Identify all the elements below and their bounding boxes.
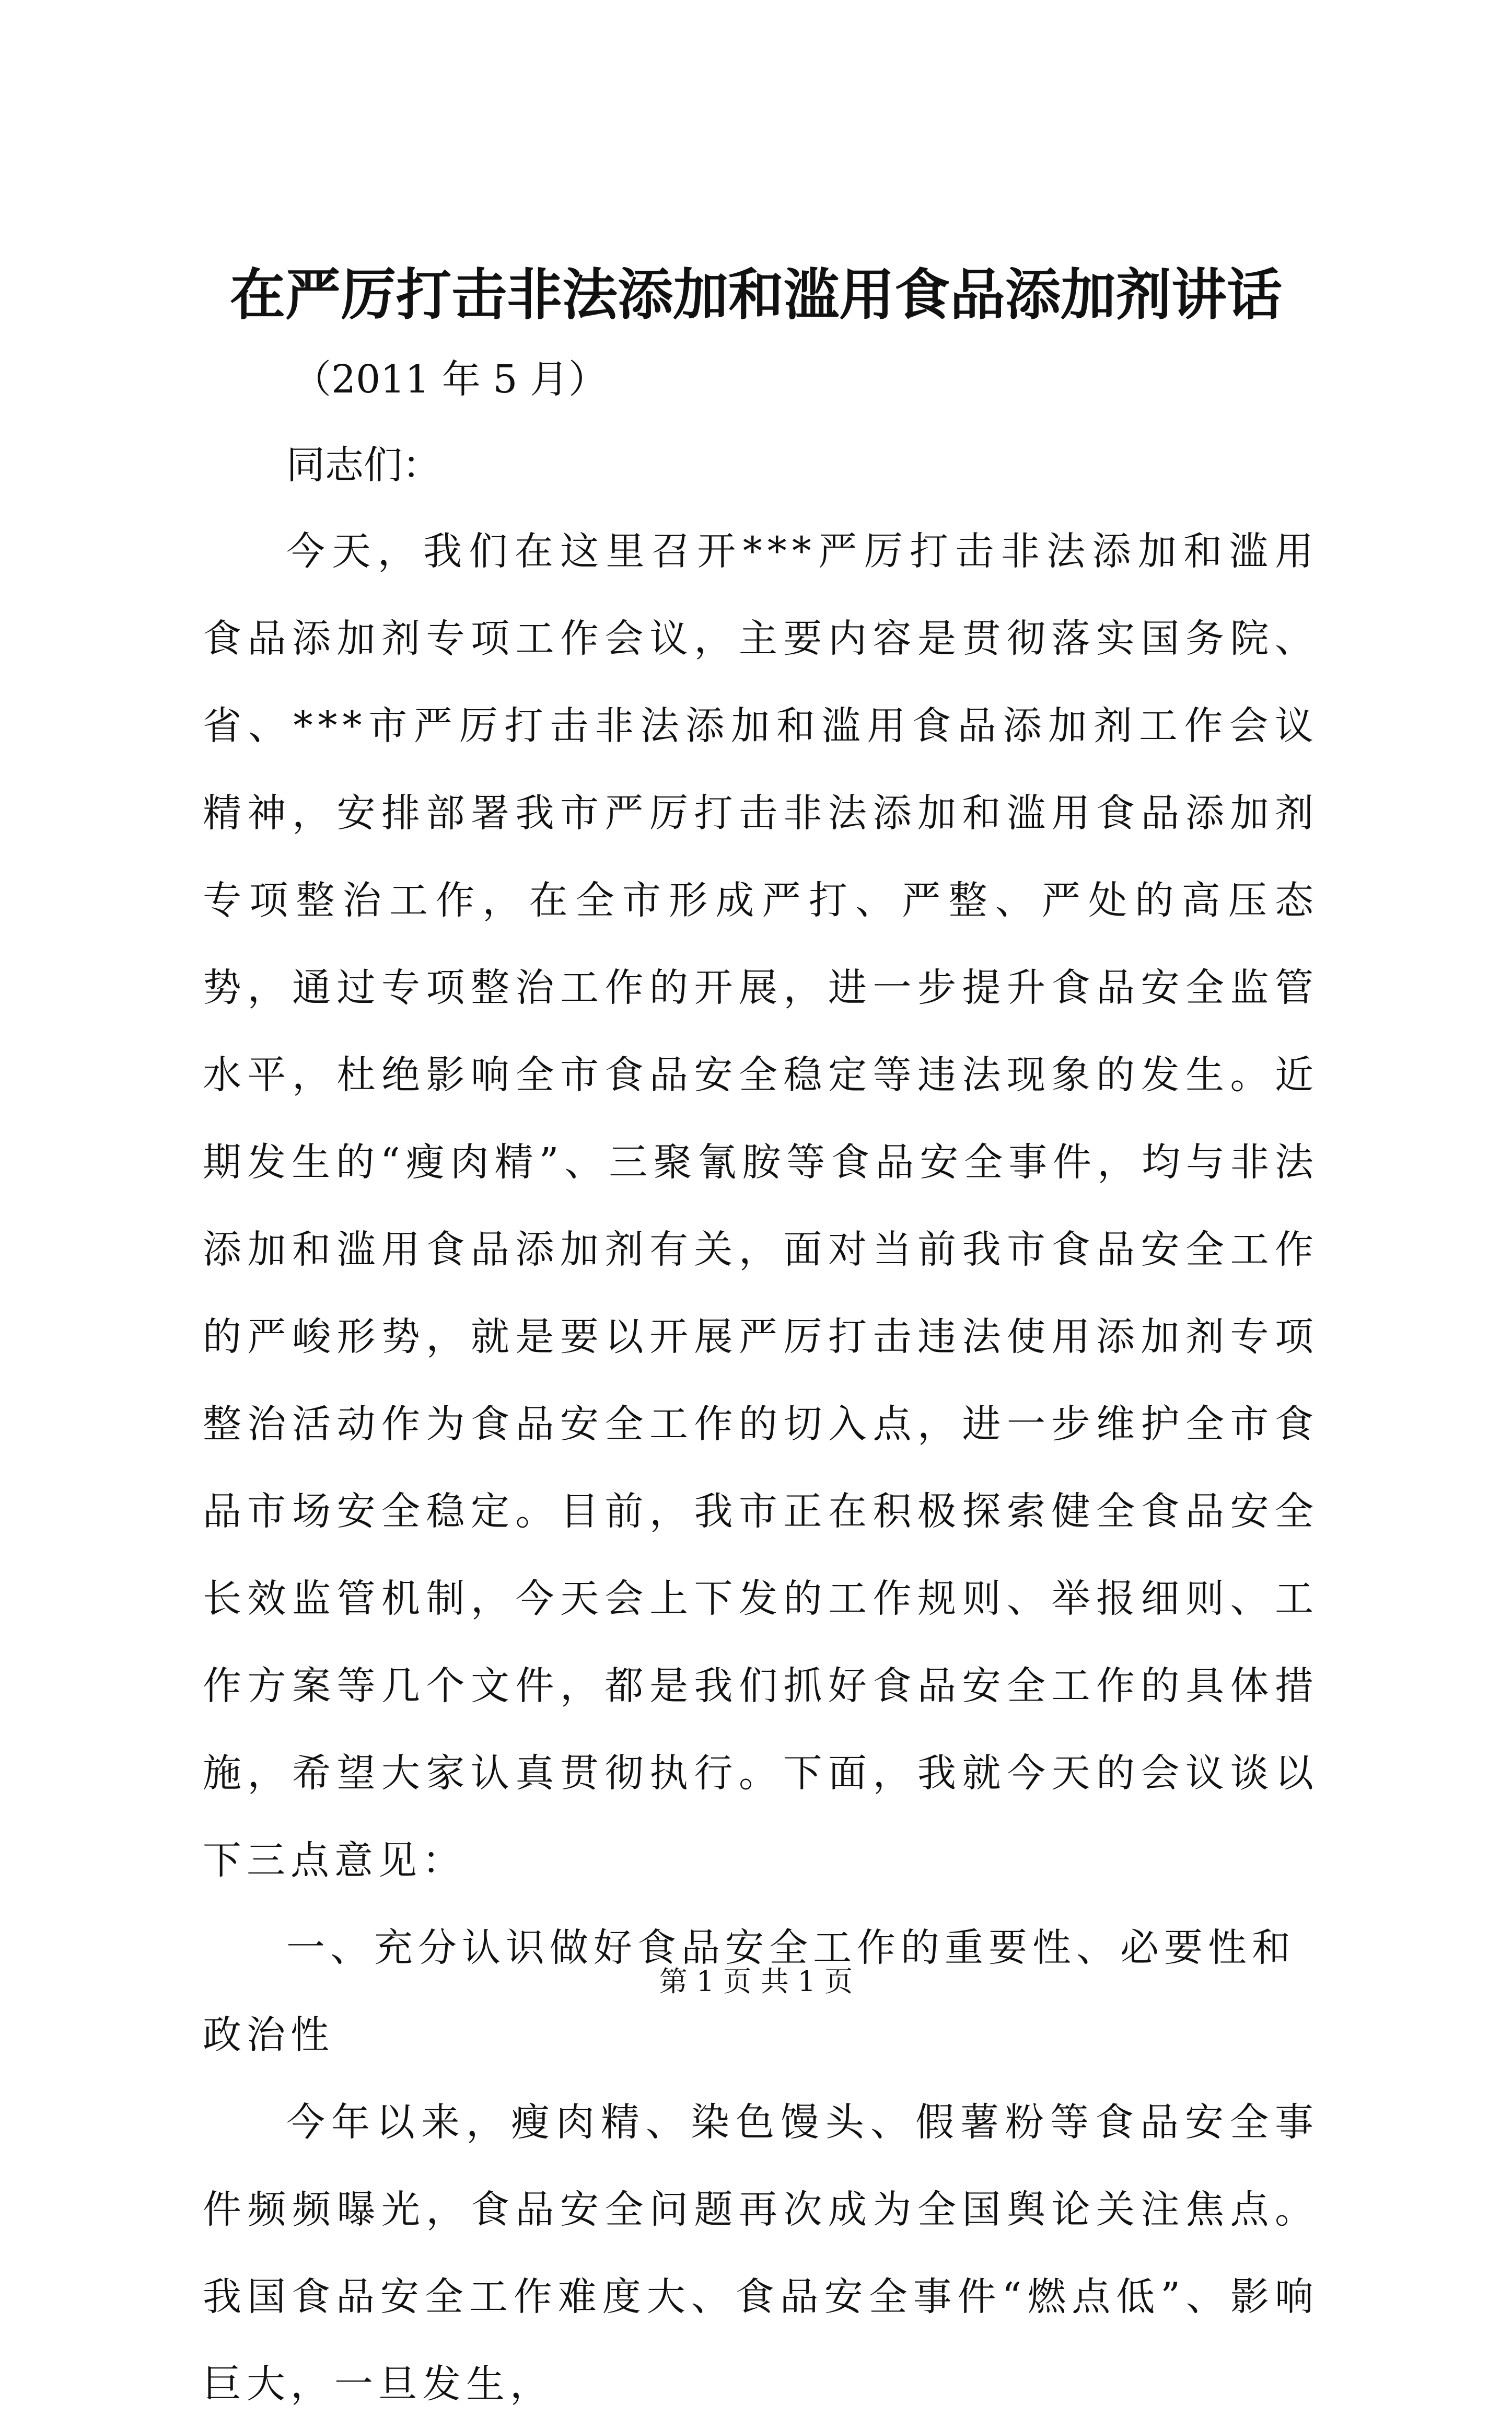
page-footer: 第 1 页 共 1 页 [659,1965,853,1998]
paragraph-intro: 今天，我们在这里召开***严厉打击非法添加和滥用食品添加剂专项工作会议，主要内容是贯彻落实国务院、省、***市严厉打击非法添加和滥用食品添加剂工作会议精神，安排部署我市严厉打击非法添加和滥用食品添加剂专项整治工作，在全市形成严打、严整、严处的高压态势，通过专项整治工作的开展，进一步提升食品安全监管水平，杜绝影响全市食品安全稳定等违法现象的发生。近期发生的“瘦肉精”、三聚氰胺等食品安全事件，均与非法添加和滥用食品添加剂有关，面对当前我市食品安全工作的严峻形势，就是要以开展严厉打击违法使用添加剂专项整治活动作为食品安全工作的切入点，进一步维护全市食品市场安全稳定。目前，我市正在积极探索健全食品安全长效监管机制，今天会上下发的工作规则、举报细则、工作方案等几个文件，都是我们抓好食品安全工作的具体措施，希望大家认真贯彻执行。下面，我就今天的会议谈以下三点意见： [203,529,1319,1883]
document-date: （2011 年 5 月） [293,357,607,402]
section-heading-1: 一、充分认识做好食品安全工作的重要性、必要性和政治性 [203,1925,1296,2057]
paragraph-section-1: 今年以来，瘦肉精、染色馒头、假薯粉等食品安全事件频频曝光，食品安全问题再次成为全国舆论关注焦点。我国食品安全工作难度大、食品安全事件“燃点低”、影响巨大，一旦发生， [203,2100,1319,2407]
salutation: 同志们： [286,443,441,488]
document-title: 在严厉打击非法添加和滥用食品添加剂讲话 [230,262,1282,327]
document-body [203,508,1319,2428]
